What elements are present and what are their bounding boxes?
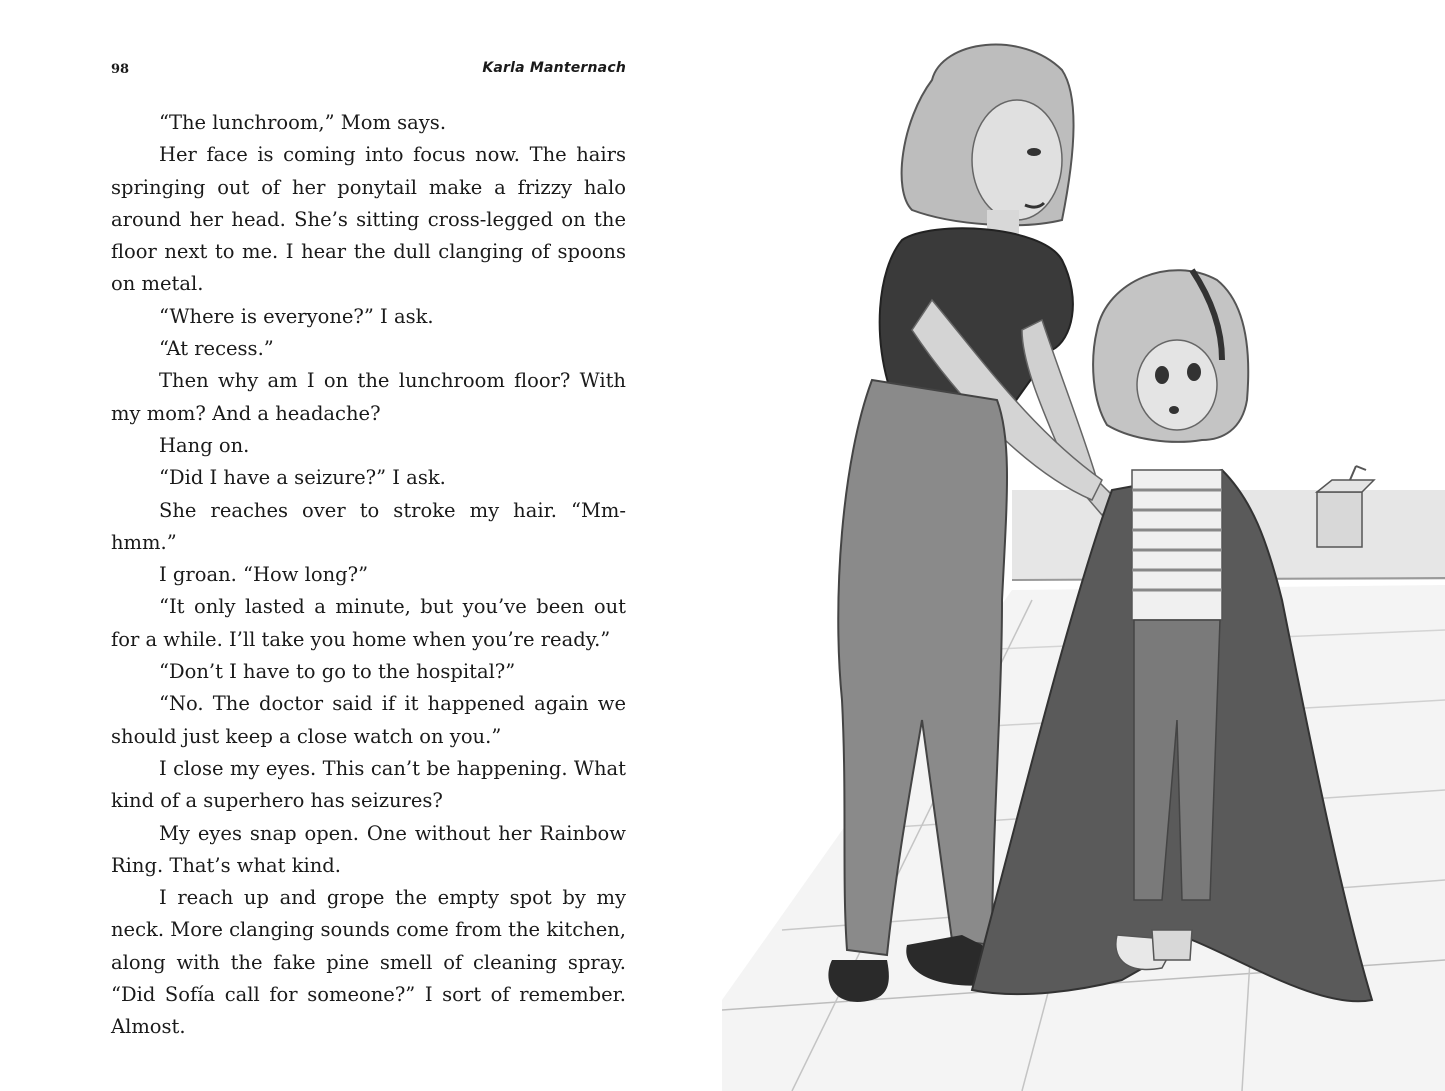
paragraph: “No. The doctor said if it happened again we should just keep a close watch on you.” xyxy=(111,692,626,748)
left-page xyxy=(0,0,722,1091)
paragraph: Then why am I on the lunchroom floor? With my mom? And a headache? xyxy=(111,369,626,425)
page-number: 98 xyxy=(111,62,130,77)
paragraph: I groan. “How long?” xyxy=(159,563,369,587)
paragraph: My eyes snap open. One without her Rainbow Ring. That’s what kind. xyxy=(111,821,626,877)
paragraph: “The lunchroom,” Mom says. xyxy=(159,111,447,134)
paragraph: Her face is coming into focus now. The hairs springing out of her ponytail make a frizzy halo around her head. She’s sitting cross-legged on the floor next to me. I hear the dull clanging of spoons on metal. xyxy=(111,143,626,296)
paragraph: “Where is everyone?” I ask. xyxy=(159,304,434,328)
paragraph: She reaches over to stroke my hair. “Mm-hmm.” xyxy=(111,498,626,554)
paragraph: I close my eyes. This can’t be happening. What kind of a superhero has seizures? xyxy=(111,756,626,813)
paragraph: “At recess.” xyxy=(159,337,274,361)
body-text xyxy=(111,107,626,1044)
paragraph: I reach up and grope the empty spot by my neck. More clanging sounds come from the kitchen, along with the fake pine smell of cleaning spray. “Did Sofía call for someone?” I sort of remember. Almost. xyxy=(111,886,626,1039)
paragraph: “It only lasted a minute, but you’ve been out for a while. I’ll take you home when you’re ready.” xyxy=(111,595,626,651)
paragraph: “Did I have a seizure?” I ask. xyxy=(159,466,446,490)
running-head-author: Karla Manternach xyxy=(482,60,626,76)
paragraph: “Don’t I have to go to the hospital?” xyxy=(159,660,516,684)
paragraph: Hang on. xyxy=(159,433,250,457)
illustration-mother-and-girl xyxy=(722,0,1445,1091)
